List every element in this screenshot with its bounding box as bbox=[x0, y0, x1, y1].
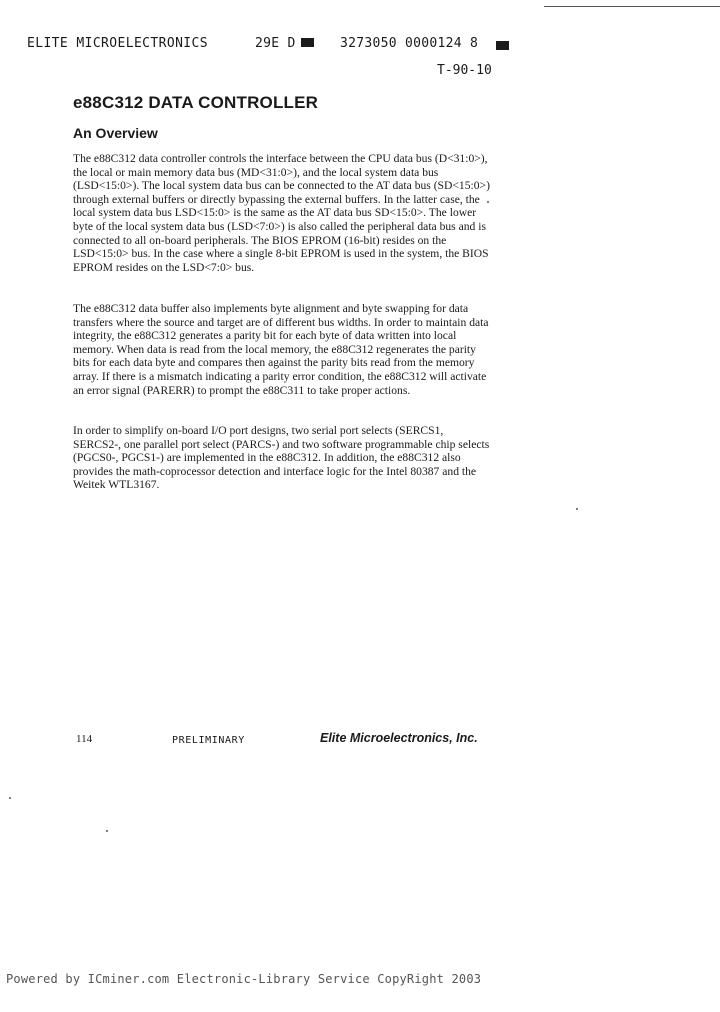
header-reference: T-90-10 bbox=[437, 63, 492, 78]
header-code bbox=[255, 36, 319, 51]
scan-speck bbox=[576, 508, 578, 510]
header-barcode: 3273050 0000124 8 bbox=[340, 36, 479, 51]
footer-company: Elite Microelectronics, Inc. bbox=[320, 731, 478, 745]
watermark-text: Powered by ICminer.com Electronic-Library Service CopyRight 2003 bbox=[6, 972, 482, 986]
preliminary-label: PRELIMINARY bbox=[172, 735, 245, 746]
header-company: ELITE MICROELECTRONICS bbox=[27, 36, 208, 51]
barcode-block-icon bbox=[301, 38, 314, 47]
page-number: 114 bbox=[76, 733, 93, 745]
scan-speck bbox=[9, 797, 11, 799]
paragraph: The e88C312 data buffer also implements byte alignment and byte swapping for data transfers where the source and target are of different bus widths. In order to maintain data integrity, the e88C312 generates a parity bit for each byte of data written into local memory. When data is read from the local memory, the e88C312 regenerates the parity bits for each data byte and compares then against the parity bits read from the memory array. If there is a mismatch indicating a parity error condition, the e88C312 will activate an error signal (PARERR) to prompt the e88C311 to take proper actions. bbox=[73, 302, 489, 397]
barcode-block-icon bbox=[496, 41, 509, 50]
paragraph: The e88C312 data controller controls the interface between the CPU data bus (D<31:0>), the local or main memory data bus (MD<31:0>), and the local system data bus (LSD<15:0>). The local system data bus can be connected to the AT data bus (SD<15:0>) through external buffers or directly bypassing the external buffers. In the latter case, the local system data bus LSD<15:0> is the same as the AT data bus SD<15:0>. The lower byte of the local system data bus (LSD<7:0>) is also called the peripheral data bus and is connected to all on-board peripherals. The BIOS EPROM (16-bit) resides on the LSD<15:0> bus. In the case where a single 8-bit EPROM is used in the system, the BIOS EPROM resides on the LSD<7:0> bus. bbox=[73, 152, 490, 274]
page-title: e88C312 DATA CONTROLLER bbox=[73, 93, 319, 112]
section-heading: An Overview bbox=[73, 125, 158, 141]
scan-speck bbox=[487, 201, 489, 203]
scan-edge-mark bbox=[544, 6, 720, 7]
scan-speck bbox=[106, 830, 108, 832]
paragraph: In order to simplify on-board I/O port designs, two serial port selects (SERCS1, SERCS2-, one parallel port select (PARCS-) and two software programmable chip selects (PGCS0-, PGCS1-) are implemented in the e88C312. In addition, the e88C312 also provides the math-coprocessor detection and interface logic for the Intel 80387 and the Weitek WTL3167. bbox=[73, 424, 490, 492]
header-code-text: 29E D bbox=[255, 36, 296, 51]
